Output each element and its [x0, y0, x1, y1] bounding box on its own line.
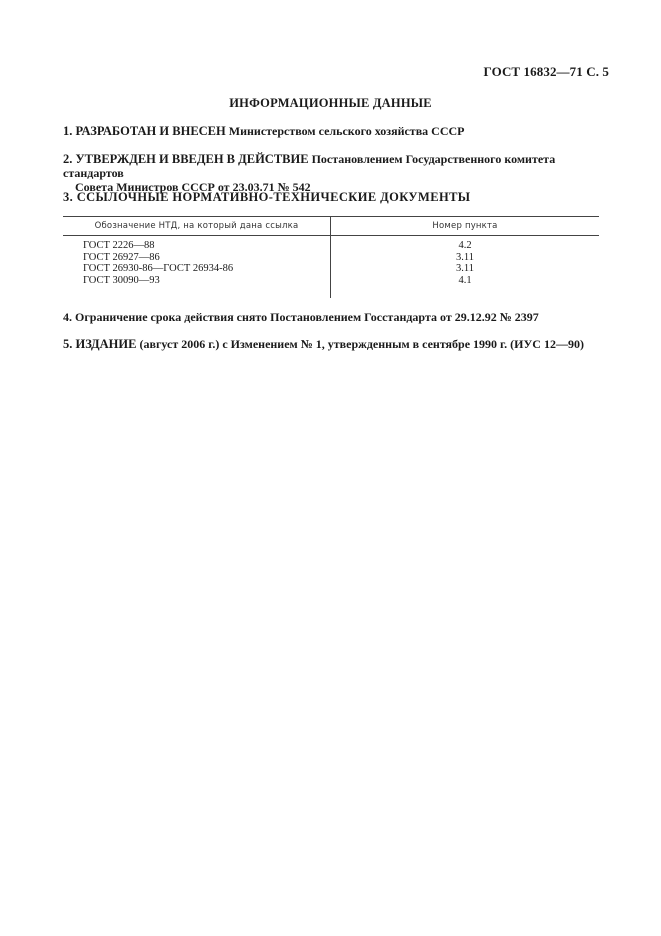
info-item-1-lead: 1. РАЗРАБОТАН И ВНЕСЕН	[63, 124, 226, 138]
info-item-2-continuation: Совета Министров СССР от 23.03.71 № 542	[75, 180, 311, 194]
table-cell-clause: 3.11	[456, 263, 474, 274]
table-cell-document: ГОСТ 26930-86—ГОСТ 26934-86	[83, 263, 234, 274]
info-item-3-lead: 3. ССЫЛОЧНЫЕ НОРМАТИВНО-ТЕХНИЧЕСКИЕ ДОКУМЕНТЫ	[63, 190, 471, 204]
standard-code-header: ГОСТ 16832—71 С. 5	[483, 64, 609, 79]
info-item-4	[63, 310, 608, 324]
table-row	[63, 252, 599, 264]
table-top-rule	[63, 216, 599, 217]
table-cell-clause: 3.11	[456, 251, 474, 263]
info-item-4-text: 4. Ограничение срока действия снято Постановлением Госстандарта от 29.12.92 № 2397	[63, 310, 539, 324]
info-item-5	[63, 337, 608, 351]
info-item-1	[63, 124, 608, 138]
table-cell-clause: 4.1	[458, 274, 472, 286]
section-title: ИНФОРМАЦИОННЫЕ ДАННЫЕ	[229, 96, 432, 110]
info-item-5-lead: 5. ИЗДАНИЕ	[63, 337, 137, 351]
info-item-1-text: Министерством сельского хозяйства СССР	[225, 124, 465, 138]
table-body	[63, 240, 599, 286]
table-header-clause: Номер пункта	[432, 221, 498, 231]
table-header-rule	[63, 235, 599, 236]
table-row	[63, 263, 599, 275]
table-row	[63, 240, 599, 252]
info-item-5-text: (август 2006 г.) с Изменением № 1, утвержденным в сентябре 1990 г. (ИУС 12—90)	[136, 337, 584, 351]
info-item-2-text: Постановлением Государственного комитета стандартов	[63, 152, 556, 180]
table-cell-document: ГОСТ 2226—88	[83, 240, 155, 251]
table-cell-document: ГОСТ 26927—86	[83, 251, 160, 263]
table-cell-clause: 4.2	[458, 240, 472, 251]
info-item-2-lead: 2. УТВЕРЖДЕН И ВВЕДЕН В ДЕЙСТВИЕ	[63, 152, 309, 166]
table-header-document: Обозначение НТД, на который дана ссылка	[94, 221, 299, 231]
info-item-3	[63, 190, 608, 204]
reference-documents-table	[63, 216, 599, 298]
table-row	[63, 275, 599, 287]
table-cell-document: ГОСТ 30090—93	[83, 274, 160, 286]
info-item-2	[63, 152, 608, 194]
